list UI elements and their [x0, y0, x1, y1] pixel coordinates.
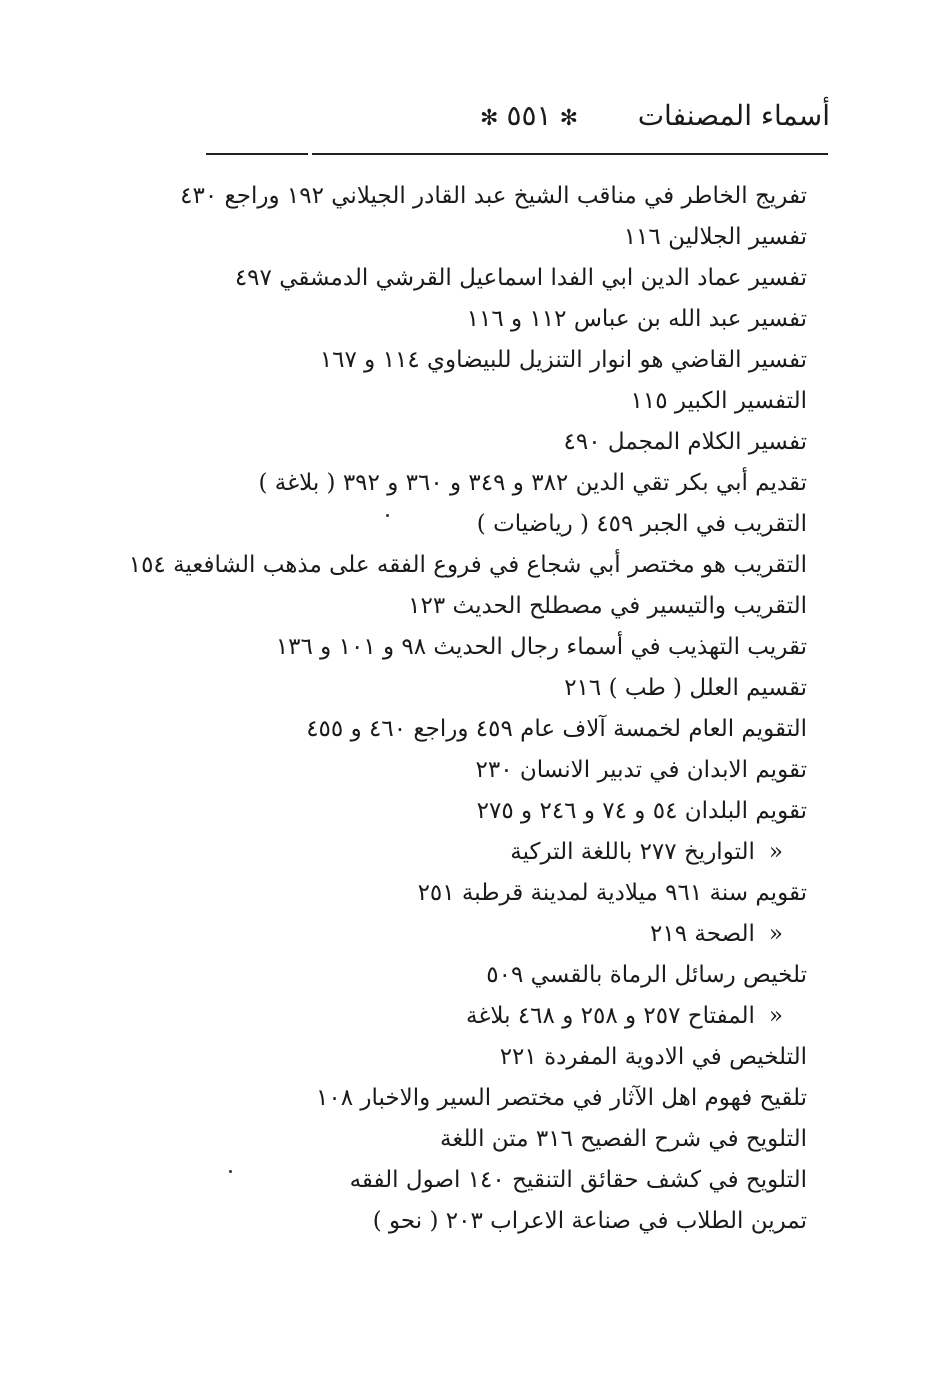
index-entry: [207, 627, 807, 668]
index-entry: [207, 299, 807, 340]
entry-text: تفسير القاضي هو انوار التنزيل للبيضاوي ١١٤ و ١٦٧: [319, 347, 807, 373]
entry-text: تقويم البلدان ٥٤ و ٧٤ و ٢٤٦ و ٢٧٥: [476, 798, 807, 824]
entry-text: تمرين الطلاب في صناعة الاعراب ٢٠٣ ( نحو ): [372, 1208, 807, 1234]
entry-text: التقريب هو مختصر أبي شجاع في فروع الفقه على مذهب الشافعية ١٥٤: [128, 552, 807, 578]
ditto-mark: «: [768, 839, 783, 865]
index-entry-list: [128, 176, 807, 1242]
running-header: [200, 96, 830, 140]
index-entry: [207, 668, 807, 709]
entry-text: التقريب في الجبر ٤٥٩ ( رياضيات ): [476, 511, 807, 537]
entry-text: التلخيص في الادوية المفردة ٢٢١: [499, 1044, 807, 1070]
entry-text: تفسير الكلام المجمل ٤٩٠: [563, 429, 807, 455]
index-entry: [207, 463, 807, 504]
entry-text: التواريخ ٢٧٧ باللغة التركية: [510, 839, 755, 865]
entry-text: تلخيص رسائل الرماة بالقسي ٥٠٩: [486, 962, 807, 988]
index-entry: [207, 1201, 807, 1242]
entry-text: الصحة ٢١٩: [650, 921, 755, 947]
index-entry: [180, 176, 807, 217]
index-entry: [207, 709, 807, 750]
index-entry: [207, 873, 807, 914]
entry-text: التقويم العام لخمسة آلاف عام ٤٥٩ وراجع ٤٦٠ و ٤٥٥: [306, 716, 807, 742]
ditto-mark: «: [768, 921, 783, 947]
index-entry: [207, 750, 807, 791]
index-entry: [207, 217, 807, 258]
index-entry: [207, 1037, 807, 1078]
ornament-left-icon: ✻: [480, 106, 499, 131]
ornament-right-icon: ✻: [559, 106, 578, 131]
ditto-mark: «: [768, 1003, 783, 1029]
header-rule-short: [206, 153, 308, 155]
entry-text: تلقيح فهوم اهل الآثار في مختصر السير والاخبار ١٠٨: [315, 1085, 807, 1111]
entry-text: تقويم سنة ٩٦١ ميلادية لمدينة قرطبة ٢٥١: [417, 880, 807, 906]
index-entry: [207, 1160, 807, 1201]
entry-text: تفسير عبد الله بن عباس ١١٢ و ١١٦: [466, 306, 807, 332]
entry-text: تقريب التهذيب في أسماء رجال الحديث ٩٨ و ١٠١ و ١٣٦: [275, 634, 807, 660]
index-entry: [207, 586, 807, 627]
entry-text: التلويح في شرح الفصيح ٣١٦ متن اللغة: [440, 1126, 807, 1152]
index-entry: [207, 422, 807, 463]
entry-text: تقسيم العلل ( طب ) ٢١٦: [564, 675, 807, 701]
entry-text: تقديم أبي بكر تقي الدين ٣٨٢ و ٣٤٩ و ٣٦٠ و ٣٩٢ ( بلاغة ): [258, 470, 807, 496]
index-entry: [207, 1119, 807, 1160]
print-speck: [229, 1170, 232, 1173]
index-entry: [207, 381, 807, 422]
index-entry: [207, 955, 807, 996]
entry-text: تفسير عماد الدين ابي الفدا اسماعيل القرشي الدمشقي ٤٩٧: [234, 265, 807, 291]
print-speck: [386, 514, 389, 517]
index-entry-ditto: [207, 832, 807, 873]
index-entry: [207, 258, 807, 299]
entry-text: المفتاح ٢٥٧ و ٢٥٨ و ٤٦٨ بلاغة: [466, 1003, 755, 1029]
index-entry-ditto: [207, 996, 807, 1037]
entry-text: التفسير الكبير ١١٥: [630, 388, 807, 414]
page-number-group: [472, 96, 586, 139]
header-rule-long: [312, 153, 828, 155]
index-entry: [207, 340, 807, 381]
index-entry: [207, 1078, 807, 1119]
index-entry: [128, 545, 807, 586]
entry-text: التقريب والتيسير في مصطلح الحديث ١٢٣: [408, 593, 807, 619]
entry-text: تفريج الخاطر في مناقب الشيخ عبد القادر الجيلاني ١٩٢ وراجع ٤٣٠: [180, 183, 807, 209]
entry-text: تفسير الجلالين ١١٦: [623, 224, 807, 250]
index-entry-ditto: [207, 914, 807, 955]
entry-text: التلويح في كشف حقائق التنقيح ١٤٠ اصول الفقه: [349, 1167, 807, 1193]
entry-text: تقويم الابدان في تدبير الانسان ٢٣٠: [475, 757, 807, 783]
running-title: أسماء المصنفات: [637, 99, 830, 132]
index-entry: [207, 504, 807, 545]
page-number: ٥٥١: [506, 99, 552, 132]
index-entry: [207, 791, 807, 832]
